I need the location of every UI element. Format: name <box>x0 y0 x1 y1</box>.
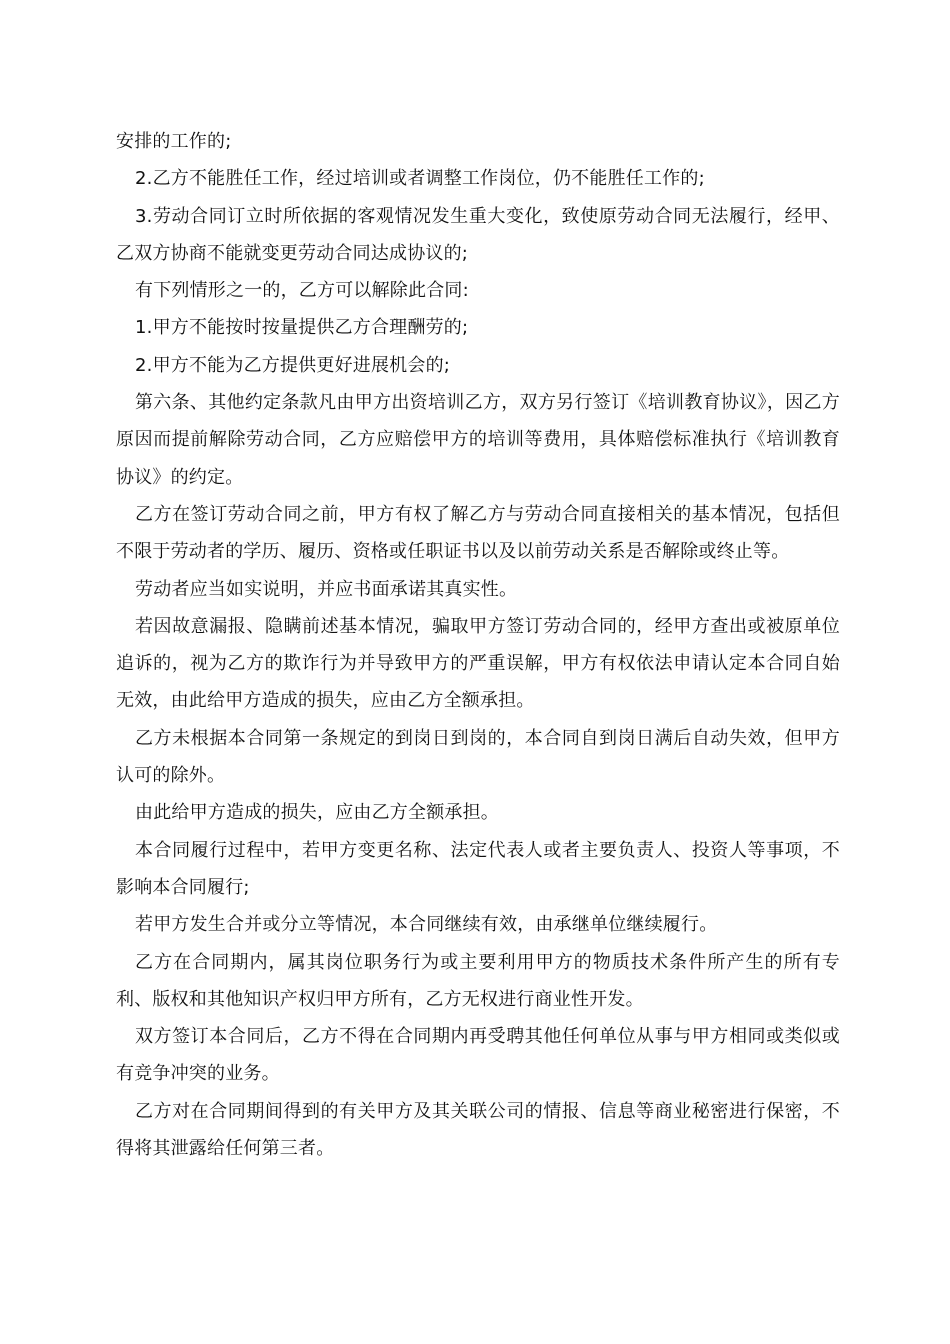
paragraph-17: 乙方对在合同期间得到的有关甲方及其关联公司的情报、信息等商业秘密进行保密，不得将其泄露给任何第三者。 <box>116 1100 840 1160</box>
paragraph-14: 若甲方发生合并或分立等情况，本合同继续有效，由承继单位继续履行。 <box>135 914 718 936</box>
paragraph-15: 乙方在合同期内，属其岗位职务行为或主要利用甲方的物质技术条件所产生的所有专利、版权和其他知识产权归甲方所有，乙方无权进行商业性开发。 <box>116 951 840 1010</box>
paragraph-6: 2.甲方不能为乙方提供更好进展机会的; <box>135 354 451 376</box>
paragraph-16: 双方签订本合同后，乙方不得在合同期内再受聘其他任何单位从事与甲方相同或类似或有竞争冲突的业务。 <box>116 1026 840 1085</box>
paragraph-10: 若因故意漏报、隐瞒前述基本情况，骗取甲方签订劳动合同的，经甲方查出或被原单位追诉的，视为乙方的欺诈行为并导致甲方的严重误解，甲方有权依法申请认定本合同自始无效，由此给甲方造成的损失，应由乙方全额承担。 <box>116 615 840 712</box>
paragraph-5: 1.甲方不能按时按量提供乙方合理酬劳的; <box>135 317 469 339</box>
paragraph-4: 有下列情形之一的，乙方可以解除此合同: <box>135 280 469 302</box>
paragraph-12: 由此给甲方造成的损失，应由乙方全额承担。 <box>135 802 499 824</box>
paragraph-13: 本合同履行过程中，若甲方变更名称、法定代表人或者主要负责人、投资人等事项，不影响本合同履行; <box>116 839 840 898</box>
paragraph-1: 安排的工作的; <box>116 131 232 152</box>
paragraph-2: 2.乙方不能胜任工作，经过培训或者调整工作岗位，仍不能胜任工作的; <box>135 168 705 190</box>
paragraph-11: 乙方未根据本合同第一条规定的到岗日到岗的，本合同自到岗日满后自动失效，但甲方认可的除外。 <box>116 727 840 787</box>
document-body <box>116 123 840 1167</box>
paragraph-3: 3.劳动合同订立时所依据的客观情况发生重大变化，致使原劳动合同无法履行，经甲、乙双方协商不能就变更劳动合同达成协议的; <box>116 205 840 264</box>
paragraph-7: 第六条、其他约定条款凡由甲方出资培训乙方，双方另行签订《培训教育协议》，因乙方原因而提前解除劳动合同，乙方应赔偿甲方的培训等费用，具体赔偿标准执行《培训教育协议》的约定。 <box>116 392 840 488</box>
paragraph-9: 劳动者应当如实说明，并应书面承诺其真实性。 <box>135 578 518 600</box>
paragraph-8: 乙方在签订劳动合同之前，甲方有权了解乙方与劳动合同直接相关的基本情况，包括但不限于劳动者的学历、履历、资格或任职证书以及以前劳动关系是否解除或终止等。 <box>116 503 840 563</box>
